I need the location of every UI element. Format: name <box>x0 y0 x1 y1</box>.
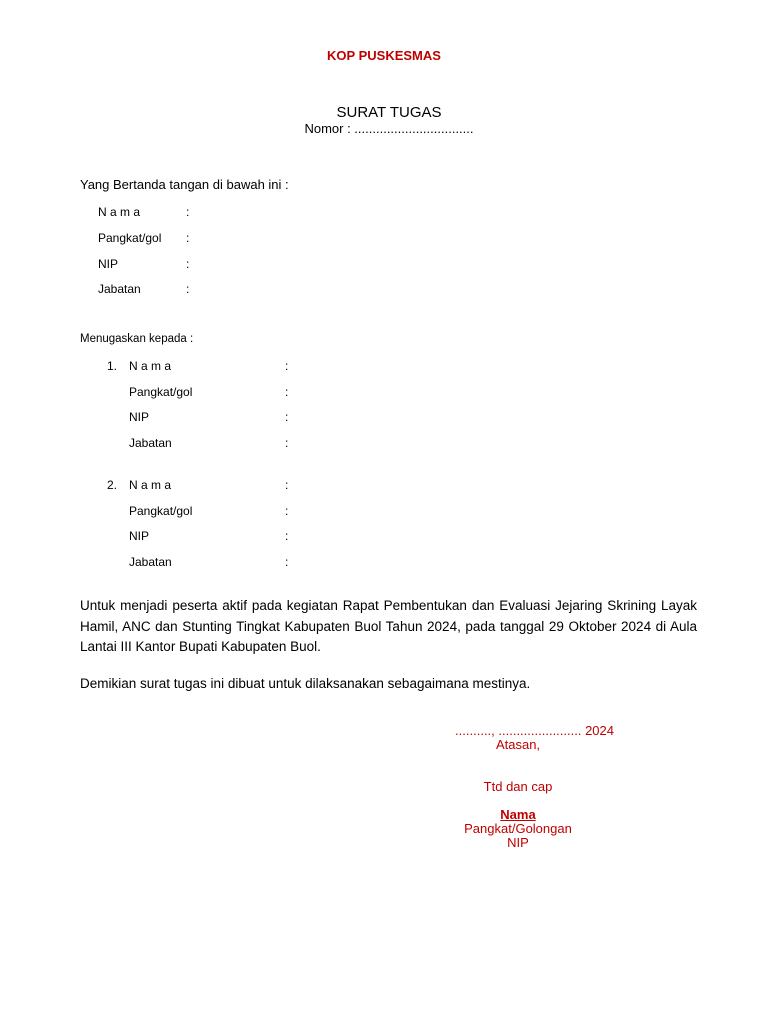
signature-name: Nama <box>500 807 536 822</box>
signer-name-label: N a m a <box>98 205 141 219</box>
assignee-2-position-colon: : <box>285 555 289 569</box>
assignee-2-rank-colon: : <box>285 504 289 518</box>
signature-ttd: Ttd dan cap <box>483 779 553 794</box>
signer-nip-label: NIP <box>98 257 119 271</box>
assignee-2-position-label: Jabatan <box>129 555 172 569</box>
assignee-1-position-colon: : <box>285 436 289 450</box>
assignee-2-rank-label: Pangkat/gol <box>129 504 193 518</box>
assignee-1-rank-label: Pangkat/gol <box>129 385 193 399</box>
assignee-1-name-label: N a m a <box>129 359 172 373</box>
assign-heading: Menugaskan kepada : <box>80 333 194 345</box>
body-paragraph: Untuk menjadi peserta aktif pada kegiatan Rapat Pembentukan dan Evaluasi Jejaring Skrining Layak Hamil, ANC dan Stunting Tingkat Kabupaten Buol Tahun 2024, pada tanggal 29 Oktober 2024 di Aula Lantai III Kantor Bupati Kabupaten Buol. <box>80 598 697 654</box>
signer-rank-label: Pangkat/gol <box>98 231 162 245</box>
assignee-2-name-label: N a m a <box>129 478 172 492</box>
signer-name-colon: : <box>186 205 190 219</box>
letter-title: SURAT TUGAS <box>336 104 442 121</box>
assignee-1-nip-label: NIP <box>129 410 150 424</box>
letter-number: Nomor : ................................. <box>304 121 474 136</box>
signer-position-colon: : <box>186 282 190 296</box>
assignee-1-rank-colon: : <box>285 385 289 399</box>
signature-role: Atasan, <box>495 737 541 752</box>
assignee-1-number: 1. <box>107 359 118 373</box>
assignee-2-number: 2. <box>107 478 118 492</box>
assignee-1-name-colon: : <box>285 359 289 373</box>
signature-rank: Pangkat/Golongan <box>464 821 572 836</box>
assignee-1-nip-colon: : <box>285 410 289 424</box>
signature-nip: NIP <box>507 835 529 850</box>
assignee-2-nip-colon: : <box>285 529 289 543</box>
signature-date-line: .........., ....................... 2024 <box>455 723 614 738</box>
signer-position-label: Jabatan <box>98 282 141 296</box>
assignee-1-position-label: Jabatan <box>129 436 172 450</box>
assignee-2-nip-label: NIP <box>129 529 150 543</box>
intro-text: Yang Bertanda tangan di bawah ini : <box>80 177 289 192</box>
letterhead-kop: KOP PUSKESMAS <box>327 48 441 63</box>
assignee-2-name-colon: : <box>285 478 289 492</box>
signer-nip-colon: : <box>186 257 190 271</box>
signer-rank-colon: : <box>186 231 190 245</box>
closing-paragraph: Demikian surat tugas ini dibuat untuk dilaksanakan sebagaimana mestinya. <box>80 676 531 691</box>
